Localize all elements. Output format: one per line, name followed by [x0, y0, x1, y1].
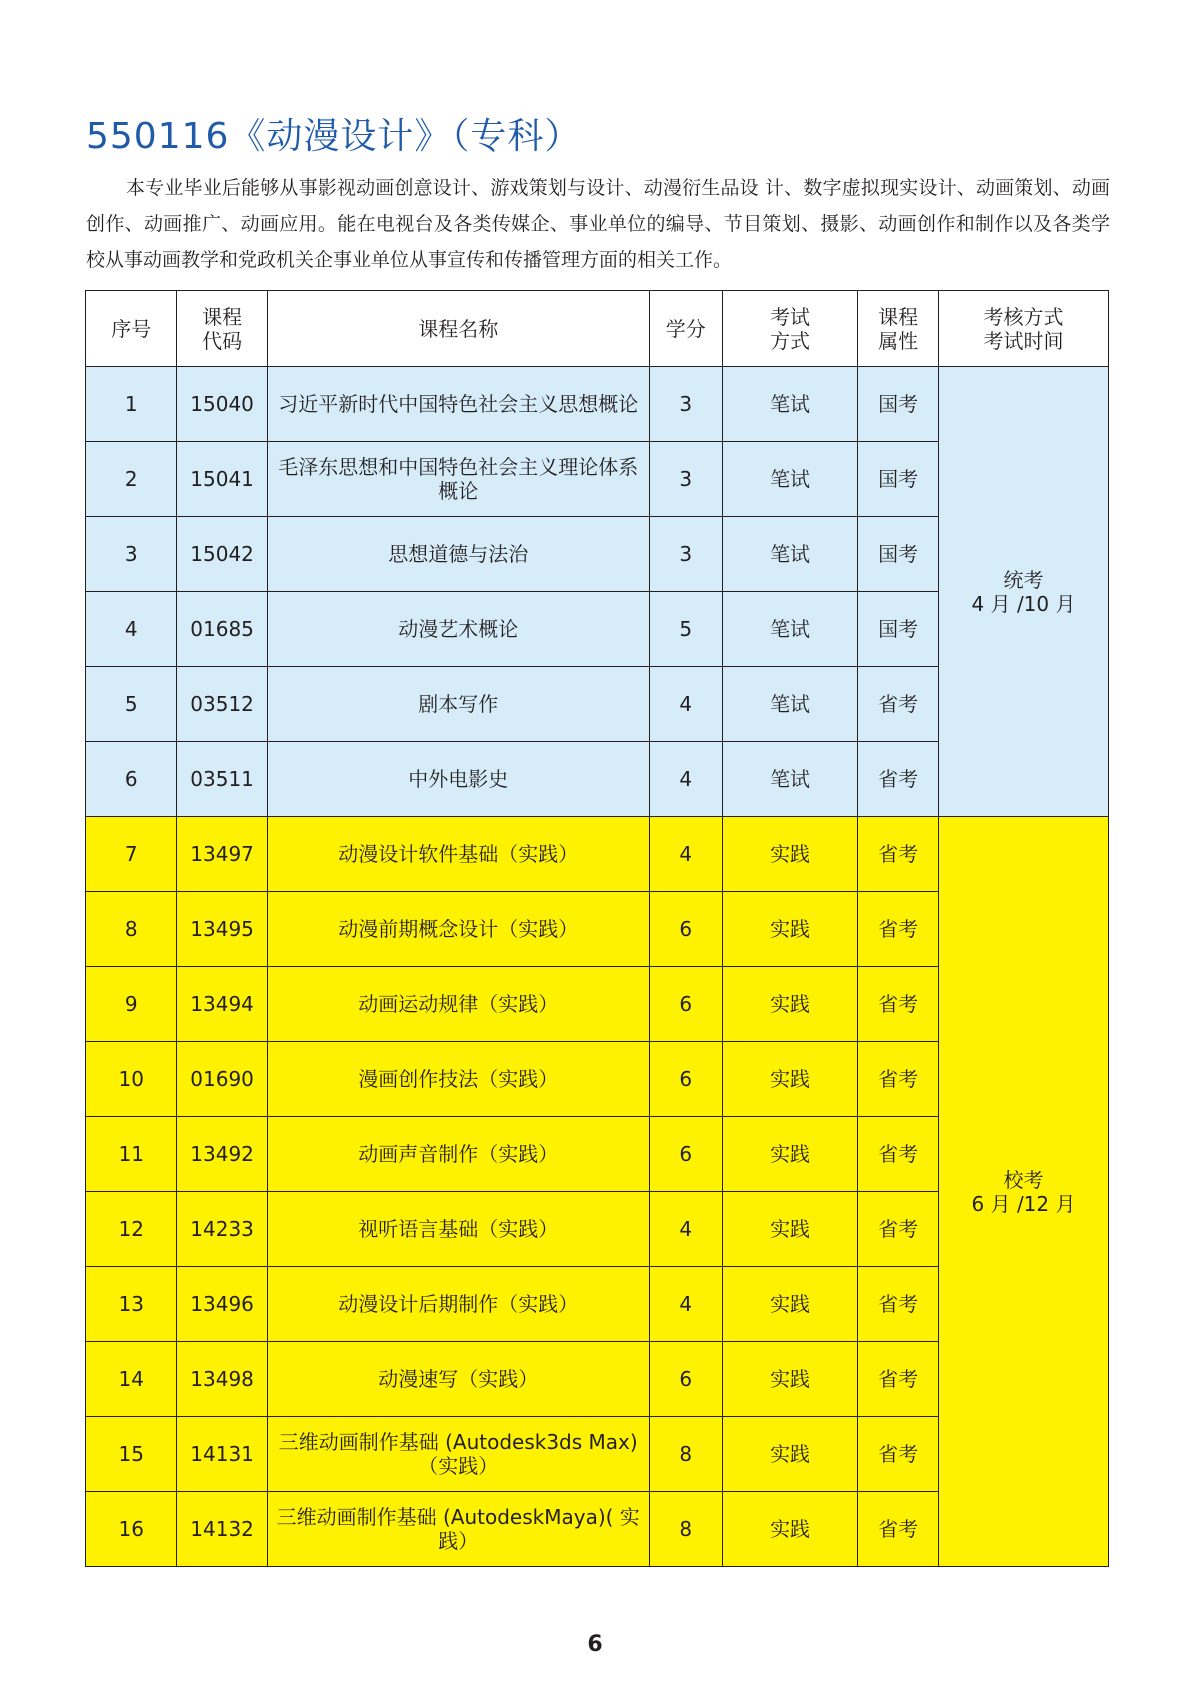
assessment-method: 统考 [1003, 567, 1044, 592]
cell-code: 14132 [177, 1492, 267, 1567]
cell-no: 2 [86, 442, 177, 517]
cell-name: 剧本写作 [267, 667, 649, 742]
intro-paragraph: 本专业毕业后能够从事影视动画创意设计、游戏策划与设计、动漫衍生品设 计、数字虚拟现实设计、动画策划、动画创作、动画推广、动画应用。能在电视台及各类传媒企、事业单位的编导、节目策划、摄影、动画创作和制作以及各类学校从事动画教学和党政机关企事业单位从事宣传和传播管理方面的相关工作。 [86, 177, 1110, 271]
cell-name: 中外电影史 [267, 742, 649, 817]
page-title: 550116《动漫设计》（专科） [86, 116, 582, 157]
cell-name: 思想道德与法治 [267, 517, 649, 592]
cell-credit: 3 [649, 517, 722, 592]
header-attr: 课程 属性 [858, 291, 939, 367]
cell-name: 毛泽东思想和中国特色社会主义理论体系概论 [267, 442, 649, 517]
cell-no: 4 [86, 592, 177, 667]
table-row [86, 817, 1109, 892]
cell-name: 习近平新时代中国特色社会主义思想概论 [267, 367, 649, 442]
cell-attr: 省考 [858, 1342, 939, 1417]
cell-code: 13497 [177, 817, 267, 892]
cell-name: 漫画创作技法（实践） [267, 1042, 649, 1117]
cell-attr: 省考 [858, 967, 939, 1042]
cell-attr: 省考 [858, 1192, 939, 1267]
cell-assessment-group [939, 817, 1109, 1567]
cell-exam: 实践 [722, 1192, 858, 1267]
cell-credit: 4 [649, 817, 722, 892]
cell-code: 13496 [177, 1267, 267, 1342]
cell-no: 11 [86, 1117, 177, 1192]
cell-attr: 省考 [858, 892, 939, 967]
cell-attr: 国考 [858, 592, 939, 667]
cell-credit: 6 [649, 892, 722, 967]
header-exam: 考试 方式 [722, 291, 858, 367]
cell-exam: 实践 [722, 817, 858, 892]
cell-credit: 4 [649, 667, 722, 742]
cell-name: 动漫艺术概论 [267, 592, 649, 667]
cell-exam: 笔试 [722, 592, 858, 667]
cell-name: 动漫前期概念设计（实践） [267, 892, 649, 967]
cell-credit: 3 [649, 442, 722, 517]
header-code: 课程 代码 [177, 291, 267, 367]
course-table [85, 290, 1109, 1567]
cell-name: 三维动画制作基础 (Autodesk3ds Max)（实践） [267, 1417, 649, 1492]
cell-exam: 笔试 [722, 517, 858, 592]
cell-name: 视听语言基础（实践） [267, 1192, 649, 1267]
cell-credit: 4 [649, 1267, 722, 1342]
cell-exam: 笔试 [722, 742, 858, 817]
cell-no: 13 [86, 1267, 177, 1342]
cell-exam: 实践 [722, 1042, 858, 1117]
cell-exam: 实践 [722, 1342, 858, 1417]
header-no: 序号 [86, 291, 177, 367]
cell-assessment-group [939, 367, 1109, 817]
table-row [86, 367, 1109, 442]
cell-code: 14131 [177, 1417, 267, 1492]
cell-no: 15 [86, 1417, 177, 1492]
cell-attr: 省考 [858, 1417, 939, 1492]
cell-attr: 国考 [858, 517, 939, 592]
cell-code: 03511 [177, 742, 267, 817]
cell-exam: 实践 [722, 1117, 858, 1192]
cell-code: 01690 [177, 1042, 267, 1117]
cell-code: 13495 [177, 892, 267, 967]
cell-code: 01685 [177, 592, 267, 667]
cell-credit: 3 [649, 367, 722, 442]
cell-no: 12 [86, 1192, 177, 1267]
header-name: 课程名称 [267, 291, 649, 367]
cell-name: 动画运动规律（实践） [267, 967, 649, 1042]
cell-no: 1 [86, 367, 177, 442]
cell-code: 14233 [177, 1192, 267, 1267]
cell-attr: 省考 [858, 1117, 939, 1192]
cell-attr: 省考 [858, 742, 939, 817]
assessment-method: 校考 [1003, 1167, 1044, 1192]
cell-credit: 8 [649, 1417, 722, 1492]
cell-credit: 6 [649, 1342, 722, 1417]
cell-credit: 4 [649, 1192, 722, 1267]
cell-exam: 实践 [722, 1417, 858, 1492]
cell-code: 03512 [177, 667, 267, 742]
cell-attr: 省考 [858, 667, 939, 742]
cell-credit: 6 [649, 1117, 722, 1192]
cell-attr: 省考 [858, 817, 939, 892]
cell-exam: 笔试 [722, 442, 858, 517]
cell-exam: 实践 [722, 967, 858, 1042]
cell-name: 动漫设计软件基础（实践） [267, 817, 649, 892]
header-assessment: 考核方式 考试时间 [939, 291, 1109, 367]
cell-name: 动漫设计后期制作（实践） [267, 1267, 649, 1342]
cell-no: 7 [86, 817, 177, 892]
cell-attr: 国考 [858, 442, 939, 517]
header-credit: 学分 [649, 291, 722, 367]
cell-code: 15040 [177, 367, 267, 442]
cell-code: 13492 [177, 1117, 267, 1192]
cell-no: 5 [86, 667, 177, 742]
table-header-row [86, 291, 1109, 367]
cell-attr: 省考 [858, 1492, 939, 1567]
cell-code: 13498 [177, 1342, 267, 1417]
cell-no: 14 [86, 1342, 177, 1417]
cell-no: 3 [86, 517, 177, 592]
cell-attr: 国考 [858, 367, 939, 442]
cell-code: 13494 [177, 967, 267, 1042]
cell-code: 15042 [177, 517, 267, 592]
cell-name: 动画声音制作（实践） [267, 1117, 649, 1192]
cell-no: 9 [86, 967, 177, 1042]
cell-attr: 省考 [858, 1042, 939, 1117]
cell-code: 15041 [177, 442, 267, 517]
cell-credit: 4 [649, 742, 722, 817]
cell-exam: 笔试 [722, 367, 858, 442]
cell-name: 三维动画制作基础 (AutodeskMaya)( 实践） [267, 1492, 649, 1567]
cell-no: 16 [86, 1492, 177, 1567]
cell-no: 8 [86, 892, 177, 967]
cell-no: 10 [86, 1042, 177, 1117]
cell-credit: 6 [649, 967, 722, 1042]
cell-exam: 实践 [722, 1267, 858, 1342]
page-number: 6 [587, 1632, 603, 1657]
cell-exam: 实践 [722, 892, 858, 967]
cell-credit: 6 [649, 1042, 722, 1117]
cell-credit: 5 [649, 592, 722, 667]
assessment-time: 6 月 /12 月 [971, 1191, 1076, 1216]
cell-exam: 实践 [722, 1492, 858, 1567]
cell-name: 动漫速写（实践） [267, 1342, 649, 1417]
assessment-time: 4 月 /10 月 [971, 591, 1076, 616]
cell-credit: 8 [649, 1492, 722, 1567]
cell-no: 6 [86, 742, 177, 817]
cell-attr: 省考 [858, 1267, 939, 1342]
cell-exam: 笔试 [722, 667, 858, 742]
